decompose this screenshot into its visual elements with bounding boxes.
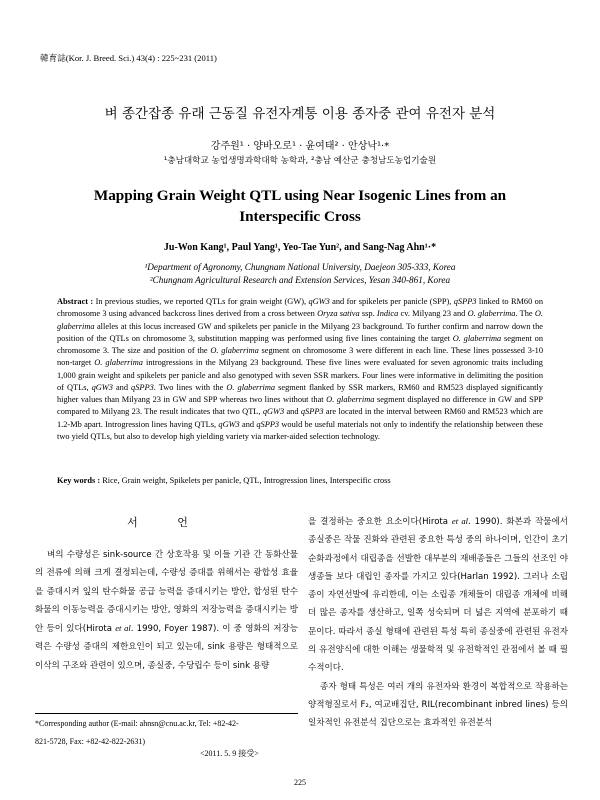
abstract-text: segment displayed no difference in GW and SPP compared to Milyang 23. The result indicates that two QTL, — [57, 395, 543, 417]
abstract-text: In previous studies, we reported QTLs for grain weight (GW), — [95, 297, 309, 306]
abstract-text: are located in the interval between RM60 and RM523 which are 1.2-Mb apart. Introgression lines having QTLs, — [57, 407, 543, 429]
abstract-label: Abstract : — [57, 297, 96, 306]
abstract-text: and — [112, 382, 132, 392]
abstract-italic: qSPP3 — [256, 419, 280, 429]
abstract-text: and for spikelets per panicle (SPP), — [329, 297, 454, 306]
corresponding-author-footnote — [35, 715, 298, 750]
journal-header: 韓育誌(Kor. J. Breed. Sci.) 43(4) : 225~231 (2011) — [40, 53, 217, 63]
abstract-text: segment flanked by SSR markers, RM60 and RM523 displayed significantly higher values than Milyang 23 in GW and SPP whereas two lines without that — [57, 382, 543, 404]
abstract-text: cv. Milyang 23 and — [398, 309, 468, 319]
received-date: <2011. 5. 9 接受> — [200, 749, 259, 758]
footnote-divider — [35, 713, 298, 714]
abstract-italic: qSPP3 — [453, 297, 477, 306]
keywords-label: Key words : — [57, 476, 103, 485]
abstract-text: ssp. — [359, 309, 377, 319]
affiliation-1: ¹Department of Agronomy, Chungnam National University, Daejeon 305-333, Korea — [144, 262, 456, 272]
abstract-text: linked to RM60 on chromosome 3 using advanced backcross lines derived from a cross between — [57, 297, 544, 319]
korean-authors: 강주원¹ · 양바오로¹ · 윤여태² · 안상낙¹·* — [210, 141, 390, 152]
affiliation-2: ²Chungnam Agricultural Research and Extension Services, Yesan 340-861, Korea — [149, 274, 451, 285]
paragraph — [35, 546, 298, 675]
english-title-line2: Interspecific Cross — [239, 208, 361, 225]
page-number: 225 — [294, 778, 306, 787]
abstract-text: segment on chromosome 3 were different in each line. These lines possessed 3-10 non-target — [57, 346, 543, 368]
english-title — [60, 185, 540, 227]
abstract-italic: O. glaberrima — [467, 309, 516, 319]
paragraph: 종자 형태 특성은 여러 개의 유전자와 환경이 복합적으로 작용하는 양적형질로서 F₂, 여교배집단, RIL(recombinant inbred lines) 등의 일차적인 유전분석 집단으로는 효과적인 유전분석 — [308, 681, 568, 729]
korean-affiliation: ¹충남대학교 농업생명과학대학 농학과, ²충남 예산군 충청남도농업기술원 — [163, 156, 437, 166]
abstract-italic: qGW3 — [262, 407, 285, 417]
abstract-italic: O. glaberrima — [226, 382, 276, 392]
abstract-text: would be useful materials not only to indentify the relationship between these two yield QTLs, but also to develop high yielding variety via marker-aided selection technology. — [57, 419, 543, 441]
body-column-right — [308, 512, 568, 733]
body-text: 벼의 수량성은 sink-source 간 상호작용 및 이들 기관 간 동화산물의 전류에 의해 크게 결정되는데, 수량성 증대를 위해서는 광합성 효율을 증대시켜 잎의 탄수화물 공급 능력을 증대시키는 방안, 합성된 탄수화물의 이동능력을 증대시키는 방안, 영화의 저장능력을 증대시키는 방안 등이 있다(Hirota — [35, 550, 298, 635]
abstract-italic: O. glaberrima — [326, 395, 375, 404]
english-affiliations — [0, 261, 600, 286]
keywords — [57, 476, 543, 485]
korean-title: 벼 종간잡종 유래 근동질 유전자계통 이용 종자중 관여 유전자 분석 — [104, 106, 496, 122]
body-text: . 1990). 화본과 작물에서 종실중은 작물 진화와 관련된 중요한 특성 중의 하나이며, 인간이 초기 순화과정에서 대립종을 선발한 대부분의 재배종들은 그들의 선조인 야생종들 보다 대립인 종자를 가지고 있다(Harlan 1992). 그러나 소립종이 자연선발에 유리한데, 이는 소립종 개체들이 대립종 개체에 비해 더 많은 종자를 생산하고, 일쪽 성숙되며 더 넓은 지역에 분포하기 때문이다. 따라서 종실 형태에 관련된 특성 특히 종실중에 관련된 유전자의 유전양식에 대한 이해는 생물학적 및 유전학적인 관점에서 볼 때 필수적이다. — [308, 517, 568, 674]
abstract-italic: qSPP3 — [131, 382, 154, 392]
body-column-left — [35, 546, 298, 675]
abstract-italic: Indica — [376, 309, 399, 319]
abstract-italic: qGW3 — [308, 297, 330, 306]
body-text: . 1990, Foyer 1987). 이 중 영화의 저장능력은 수량성 증대의 제한요인이 되고 있는데, sink 용량은 형태적으로 이삭의 구조와 관련이 있으며, 종실중, 수당립수 등이 sink 용량 — [35, 624, 299, 671]
abstract-italic: O. glaberrima — [210, 346, 259, 355]
abstract-text: and — [239, 419, 257, 429]
footnote-line1: *Corresponding author (E-mail: ahnsn@cnu.ac.kr, Tel: +82-42- — [35, 719, 239, 728]
abstract-italic: qSPP3 — [300, 407, 324, 417]
section-title-introduction: 서 언 — [127, 516, 206, 529]
body-text: 을 결정하는 중요한 요소이다(Hirota — [308, 517, 452, 527]
footnote-line2: 821-5728, Fax: +82-42-822-2631) — [35, 736, 146, 746]
keywords-text: Rice, Grain weight, Spikelets per panicle, QTL, Introgression lines, Interspecific cross — [102, 476, 391, 485]
abstract-text: alleles at this locus increased GW and spikelets per panicle in the Milyang 23 background. To further confirm and narrow down the position of the QTLs on chromosome 3, substitution mapping was performed using five lines containing the target — [57, 321, 543, 343]
abstract-italic: O. glaberrima — [452, 333, 502, 343]
english-authors: Ju-Won Kang¹, Paul Yang¹, Yeo-Tae Yun², and Sang-Nag Ahn¹·* — [163, 242, 437, 253]
abstract — [57, 296, 543, 443]
paragraph — [308, 512, 568, 678]
abstract-text: introgressions in the Milyang 23 background. These five lines were evaluated for seven agronomic traits including 1,000 grain weight and spikelets per panicle and also genotyped with seven SSR markers. Four lines were informative in delimiting the position of QTLs, — [57, 358, 543, 392]
abstract-text: . Two lines with the — [153, 382, 227, 392]
abstract-italic: qGW3 — [218, 419, 240, 429]
abstract-italic: Oryza sativa — [317, 309, 360, 319]
abstract-text: and — [284, 407, 301, 417]
abstract-italic: O. glaberrima — [94, 358, 143, 368]
english-title-line1: Mapping Grain Weight QTL using Near Isogenic Lines from an — [93, 187, 507, 204]
abstract-italic: O. glaberrima — [57, 309, 543, 331]
body-italic: et al — [115, 623, 131, 634]
body-italic: et al — [451, 516, 469, 526]
abstract-italic: qGW3 — [91, 382, 113, 392]
abstract-text: segment on chromosome 3. The size and position of the — [57, 333, 543, 355]
abstract-text: . The — [515, 309, 535, 319]
